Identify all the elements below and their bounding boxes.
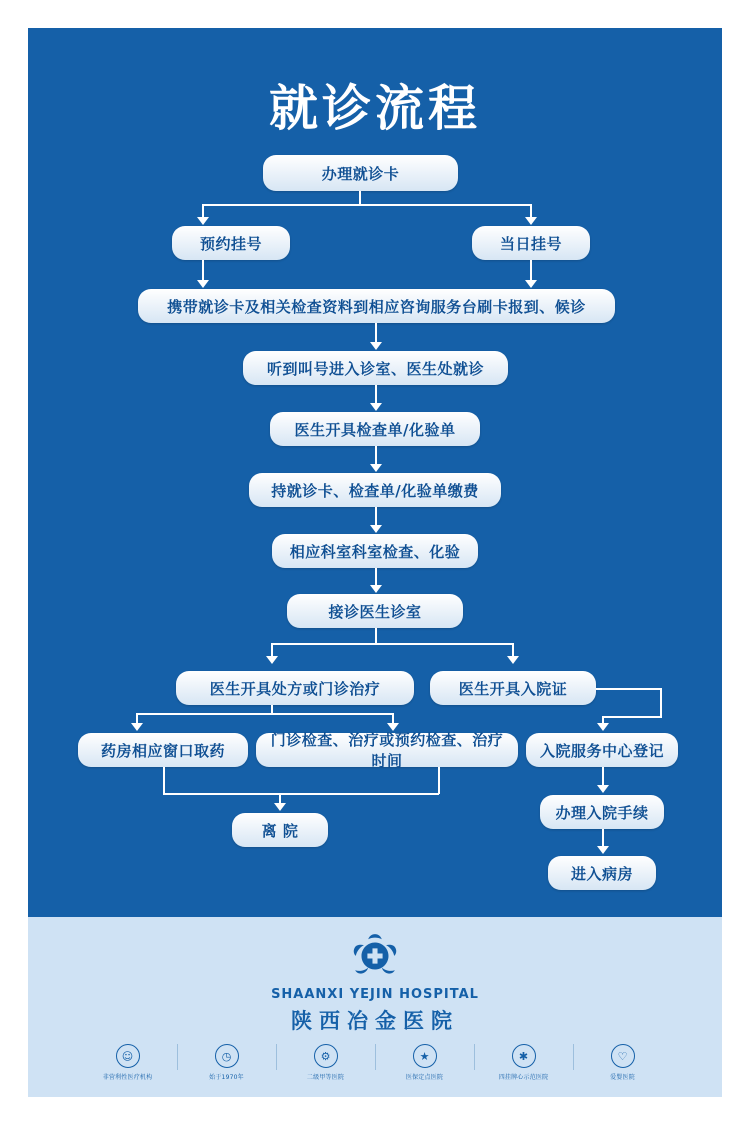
flow-node-离院[interactable]: 离 院	[232, 813, 328, 847]
logo-chinese-name: 陕西冶金医院	[291, 1009, 459, 1033]
flow-node-入院服务中心登记[interactable]: 入院服务中心登记	[526, 733, 678, 767]
arrow-icon	[131, 723, 143, 731]
badge-label: 四挂牌心示范医院	[498, 1074, 549, 1081]
arrow-icon	[525, 217, 537, 225]
connector	[136, 713, 393, 715]
arrow-icon	[597, 723, 609, 731]
arrow-icon	[370, 464, 382, 472]
arrow-icon	[370, 585, 382, 593]
arrow-icon	[274, 803, 286, 811]
connector	[202, 204, 531, 206]
connector	[602, 767, 604, 786]
badge-label: 始于1970年	[209, 1074, 244, 1081]
connector	[375, 446, 377, 465]
flow-node-处方或门诊治疗[interactable]: 医生开具处方或门诊治疗	[176, 671, 414, 705]
clock-icon: ◷	[215, 1044, 239, 1068]
flow-node-叫号就诊[interactable]: 听到叫号进入诊室、医生处就诊	[243, 351, 508, 385]
connector	[375, 568, 377, 586]
connector	[163, 767, 165, 794]
connector	[202, 260, 204, 281]
logo-english-name: SHAANXI YEJIN HOSPITAL	[271, 987, 479, 1002]
connector	[660, 688, 662, 717]
arrow-icon	[370, 342, 382, 350]
page-title: 就诊流程	[268, 80, 481, 137]
hospital-logo-icon	[348, 929, 402, 983]
connector	[512, 643, 514, 656]
arrow-icon	[197, 280, 209, 288]
connector	[202, 204, 204, 217]
flow-node-办理就诊卡[interactable]: 办理就诊卡	[263, 155, 458, 191]
badge-item	[188, 1044, 266, 1081]
connector	[375, 385, 377, 404]
badge-label: 非营利性医疗机构	[102, 1074, 153, 1081]
leaf-icon: ✱	[512, 1044, 536, 1068]
connector	[271, 643, 513, 645]
connector	[602, 829, 604, 847]
arrow-icon	[507, 656, 519, 664]
badge-item	[386, 1044, 464, 1081]
connector	[375, 628, 377, 644]
badge-item	[485, 1044, 563, 1081]
arrow-icon	[370, 403, 382, 411]
connector	[438, 767, 440, 794]
footer	[28, 917, 722, 1097]
flow-node-开具检查单[interactable]: 医生开具检查单/化验单	[270, 412, 480, 446]
divider	[177, 1044, 178, 1070]
arrow-icon	[597, 785, 609, 793]
flow-node-开具入院证[interactable]: 医生开具入院证	[430, 671, 596, 705]
arrow-icon	[197, 217, 209, 225]
badge-item	[584, 1044, 662, 1081]
divider	[276, 1044, 277, 1070]
flow-node-门诊检查治疗预约[interactable]: 门诊检查、治疗或预约检查、治疗时间	[256, 733, 518, 767]
flow-node-药房取药[interactable]: 药房相应窗口取药	[78, 733, 248, 767]
badge-item	[287, 1044, 365, 1081]
footer-badges	[28, 1044, 722, 1081]
connector	[602, 716, 662, 718]
flow-node-刷卡报到候诊[interactable]: 携带就诊卡及相关检查资料到相应咨询服务台刷卡报到、候诊	[138, 289, 615, 323]
connector	[271, 643, 273, 656]
arrow-icon	[266, 656, 278, 664]
divider	[375, 1044, 376, 1070]
badge-item	[89, 1044, 167, 1081]
heart-icon: ♡	[611, 1044, 635, 1068]
badge-label: 爱婴医院	[610, 1074, 635, 1081]
arrow-icon	[387, 723, 399, 731]
flow-node-进入病房[interactable]: 进入病房	[548, 856, 656, 890]
divider	[474, 1044, 475, 1070]
poster-container	[28, 28, 722, 1097]
connector	[359, 191, 361, 205]
arrow-icon	[525, 280, 537, 288]
badge-label: 医保定点医院	[405, 1074, 444, 1081]
arrow-icon	[370, 525, 382, 533]
connector	[375, 507, 377, 526]
arrow-icon	[597, 846, 609, 854]
hospital-logo	[28, 929, 722, 1035]
flow-node-办理入院手续[interactable]: 办理入院手续	[540, 795, 664, 829]
connector	[530, 204, 532, 217]
divider	[573, 1044, 574, 1070]
person-icon: ☺	[116, 1044, 140, 1068]
flow-node-科室检查化验[interactable]: 相应科室科室检查、化验	[272, 534, 478, 568]
flow-node-接诊医生诊室[interactable]: 接诊医生诊室	[287, 594, 463, 628]
connector	[530, 260, 532, 281]
connector	[375, 323, 377, 343]
connector	[596, 688, 662, 690]
gear-icon: ⚙	[314, 1044, 338, 1068]
flow-node-缴费[interactable]: 持就诊卡、检查单/化验单缴费	[249, 473, 501, 507]
shield-icon: ★	[413, 1044, 437, 1068]
connector	[163, 793, 439, 795]
flow-node-预约挂号[interactable]: 预约挂号	[172, 226, 290, 260]
badge-label: 二级甲等医院	[306, 1074, 345, 1081]
flow-node-当日挂号[interactable]: 当日挂号	[472, 226, 590, 260]
